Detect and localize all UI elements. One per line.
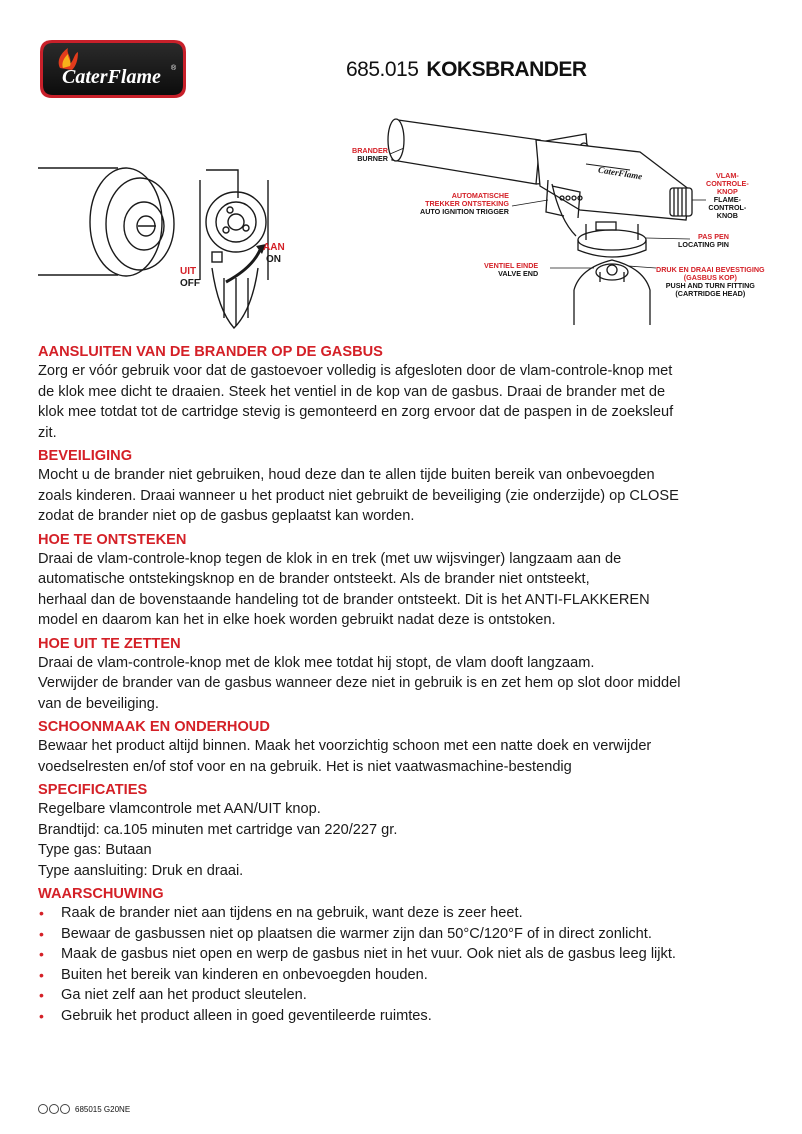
page-title [346, 58, 587, 82]
warning-list [38, 903, 768, 1026]
section-connect-text: Zorg er vóór gebruik voor dat de gastoevoer volledig is afgesloten door de vlam-controle-knop met de klok mee dicht te draaien. Steek het ventiel in de kop van de gasbus. Draai de brander met de klok mee totdat tot de cartridge stevig is gemonteerd en zorg ervoor dat de paspen in de zoeksleuf zit. [38, 363, 674, 441]
off-label-en: OFF [180, 278, 200, 289]
footer [38, 1104, 130, 1114]
label-burner: BRANDER BURNER [352, 146, 388, 163]
safety-lock-illustration [38, 160, 300, 330]
label-knob: VLAM- CONTROLE- KNOP FLAME- CONTROL- KNOB [706, 171, 749, 220]
section-safety-text: Mocht u de brander niet gebruiken, houd deze dan te allen tijde buiten bereik van onbevoegden zoals kinderen. Draai wanneer u het product niet gebruikt de beveiliging (zie onderzijde) op CLOSE zodat de brander niet op de gasbus geplaatst kan worden. [38, 467, 679, 524]
heading-connect: AANSLUITEN VAN DE BRANDER OP DE GASBUS [38, 344, 383, 360]
recycling-circles-icon [38, 1104, 70, 1114]
bullet-icon: • [39, 946, 44, 962]
label-ignition: AUTOMATISCHE TREKKER ONTSTEKING AUTO IGNITION TRIGGER [420, 191, 509, 216]
product-name: KOKSBRANDER [426, 58, 587, 81]
heading-ignite: HOE TE ONTSTEKEN [38, 531, 187, 548]
section-ignite-text: Draai de vlam-controle-knop tegen de klok in en trek (met uw wijsvinger) langzaam aan de automatische ontstekingsknop en de brander ontsteekt. Als de brander niet ontsteekt, herhaal dan de bovenstaande handeling tot de brander ontsteekt. Dit is het ANTI-FLAKKEREN model en daarom kan het in elke hoek worden gebruikt nadat deze is ontstoken. [38, 550, 650, 628]
list-item: • Gebruik het product alleen in goed geventileerde ruimtes. [38, 1006, 768, 1027]
torch-illustration [340, 100, 780, 325]
on-label-en: ON [266, 254, 281, 265]
label-locating-pin: PAS PEN LOCATING PIN [678, 232, 729, 249]
section-off-text: Draai de vlam-controle-knop met de klok mee totdat hij stopt, de vlam dooft langzaam. Verwijder de brander van de gasbus wanneer deze niet in gebruik is en zet hem op slot door middel van de beveiliging. [38, 654, 681, 712]
bullet-icon: • [39, 925, 44, 942]
heading-safety: BEVEILIGING [38, 448, 133, 464]
section-specs-text: Regelbare vlamcontrole met AAN/UIT knop. Brandtijd: ca.105 minuten met cartridge van 220/227 gr. Type gas: Butaan Type aansluiting: Druk en draai. [38, 801, 398, 879]
label-valve-end: VENTIEL EINDE VALVE END [484, 261, 539, 278]
footer-code: 685015 G20NE [75, 1104, 131, 1114]
svg-text:®: ® [171, 65, 177, 72]
product-brand-text: CaterFlame [597, 164, 644, 182]
on-label-nl: AAN [263, 242, 285, 253]
caterflame-logo [38, 38, 188, 100]
list-item: • Bewaar de gasbussen niet op plaatsen die warmer zijn dan 50°C/120°F of in direct zonlicht. [38, 924, 768, 945]
heading-warning: WAARSCHUWING [38, 886, 164, 902]
bullet-icon: • [39, 966, 44, 983]
heading-clean: SCHOONMAAK EN ONDERHOUD [38, 719, 270, 735]
instructions [38, 343, 768, 1026]
bullet-icon: • [39, 1007, 44, 1024]
logo-text: CaterFlame [62, 66, 161, 88]
list-item: • Ga niet zelf aan het product sleutelen. [38, 985, 768, 1006]
bullet-icon: • [39, 987, 44, 1003]
model-number: 685.015 [346, 58, 419, 81]
list-item: • Raak de brander niet aan tijdens en na gebruik, want deze is zeer heet. [38, 903, 768, 924]
list-item: • Maak de gasbus niet open en werp de gasbus niet in het vuur. Ook niet als de gasbus leeg lijkt. [38, 944, 768, 965]
heading-specs: SPECIFICATIES [38, 782, 148, 798]
list-item: • Buiten het bereik van kinderen en onbevoegden houden. [38, 965, 768, 986]
section-clean-text: Bewaar het product altijd binnen. Maak het voorzichtig schoon met een natte doek en verwijder voedselresten en/of stof voor en na gebruik. Het is niet vaatwasmachine-bestendig [38, 738, 652, 775]
bullet-icon: • [39, 905, 44, 921]
off-label-nl: UIT [180, 266, 197, 277]
label-fitting: DRUK EN DRAAI BEVESTIGING (GASBUS KOP) PUSH AND TURN FITTING (CARTRIDGE HEAD) [656, 265, 765, 298]
heading-off: HOE UIT TE ZETTEN [38, 635, 181, 652]
